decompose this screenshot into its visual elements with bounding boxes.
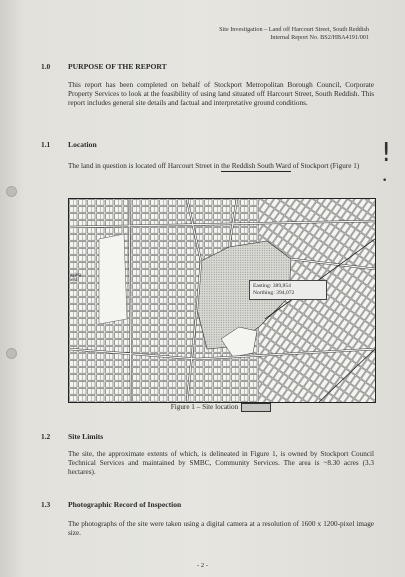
map-label-line-1: aying <box>70 272 81 277</box>
site-limits-paragraph: The site, the approximate extents of which, is delineated in Figure 1, is owned by Stockport Council Technical Services and maintained by SMBC, Community Services. The area is ~8.30 acres (3.3 hectares). <box>68 450 374 476</box>
handwritten-dot: • <box>382 176 388 186</box>
figure-caption-text: Figure 1 – Site location <box>170 403 239 412</box>
handwritten-exclamation: ! <box>381 138 392 168</box>
map-side-label <box>70 272 81 282</box>
header-title: Site Investigation – Land off Harcourt Street, South Reddish <box>219 26 369 33</box>
running-header <box>169 26 369 42</box>
section-title-purpose: PURPOSE OF THE REPORT <box>68 62 167 71</box>
binder-punch-hole <box>6 348 17 359</box>
figure-caption <box>68 403 374 412</box>
section-title-site-limits: Site Limits <box>68 432 104 441</box>
coordinates-callout <box>249 280 327 300</box>
map-graphic <box>69 199 375 402</box>
northing-value: Northing: 394,072 <box>253 290 295 296</box>
easting-value: Easting: 389,854 <box>253 283 291 289</box>
header-report-number: Internal Report No. BS2/HBA4191/001 <box>270 34 369 41</box>
site-location-map <box>68 198 376 403</box>
section-number-1-1: 1.1 <box>41 140 51 149</box>
map-label-line-2: ield <box>70 277 78 282</box>
location-paragraph <box>68 162 374 171</box>
underlined-ward-text: the Reddish South Ward <box>221 162 291 170</box>
purpose-paragraph: This report has been completed on behalf of Stockport Metropolitan Borough Council, Corporate Property Services to look at the feasibility of using land situated off Harcourt Street, South Reddish. This report includes general site details and factual and interpretative ground conditions. <box>68 81 374 107</box>
binder-punch-hole <box>6 186 17 197</box>
section-number-1-3: 1.3 <box>41 500 51 509</box>
section-number-1-0: 1.0 <box>41 62 51 71</box>
site-hatch-legend-icon <box>241 403 271 412</box>
location-text-a: The land in question is located off Harcourt Street in <box>68 162 222 170</box>
photographic-paragraph: The photographs of the site were taken using a digital camera at a resolution of 1600 x 1200-pixel image size. <box>68 520 374 537</box>
section-title-location: Location <box>68 140 97 149</box>
section-title-photographic-record: Photographic Record of Inspection <box>68 500 182 509</box>
location-text-c: of Stockport (Figure 1) <box>290 162 360 170</box>
section-number-1-2: 1.2 <box>41 432 51 441</box>
page-number: - 2 - <box>197 562 208 569</box>
